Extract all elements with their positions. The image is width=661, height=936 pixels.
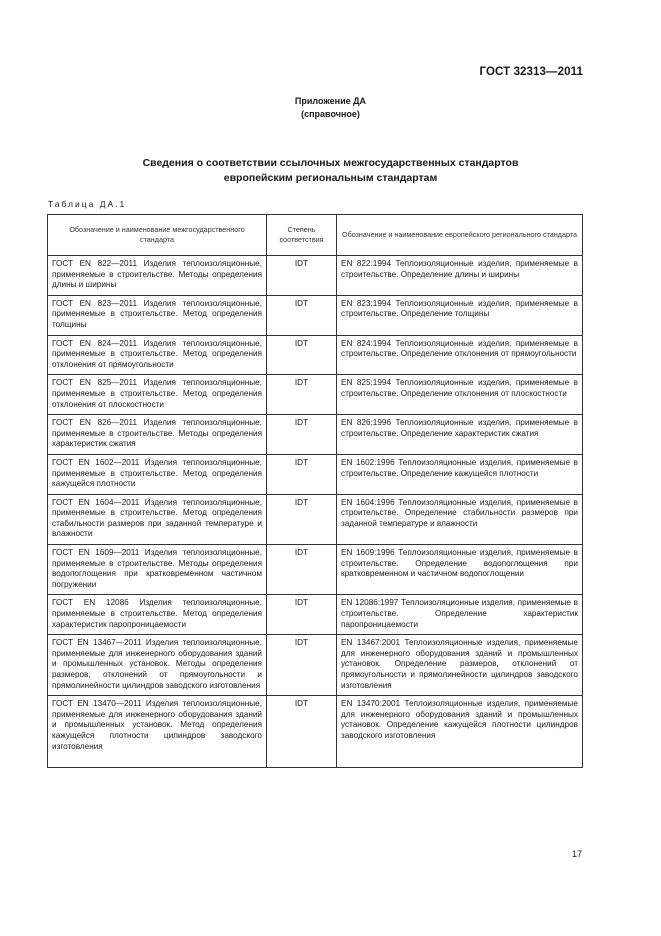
- gost-standard-cell: ГОСТ EN 825—2011 Изделия теплоизоляционные, применяемые в строительстве. Метод определения отклонения от плоскостности: [48, 375, 267, 415]
- en-standard-cell: EN 1609:1996 Теплоизоляционные изделия, применяемые в строительстве. Определение водопоглощения при кратковременном и частичном водопоглощении: [337, 545, 583, 595]
- page-number: 17: [571, 849, 582, 859]
- table-row: [48, 335, 583, 375]
- degree-cell: IDT: [267, 635, 337, 696]
- gost-standard-cell: ГОСТ EN 1602—2011 Изделия теплоизоляционные, применяемые в строительстве. Метод определения кажущейся плотности: [48, 454, 267, 494]
- degree-cell: IDT: [267, 295, 337, 335]
- en-standard-cell: EN 13467:2001 Теплоизоляционные изделия, применяемые для инженерного оборудования зданий и промышленных установок. Определение размеров, отклонений от прямоугольности и прямолинейности цилиндров заводского изготовления: [337, 635, 583, 696]
- table-row: [48, 415, 583, 455]
- correspondence-table: [47, 214, 583, 768]
- table-row: [48, 635, 583, 696]
- en-standard-cell: EN 13470:2001 Теплоизоляционные изделия, применяемые для инженерного оборудования зданий и промышленных установок. Определение кажущейся плотности цилиндров заводского изготовления: [337, 696, 583, 768]
- degree-cell: IDT: [267, 696, 337, 768]
- degree-cell: IDT: [267, 415, 337, 455]
- degree-cell: IDT: [267, 375, 337, 415]
- table-row: [48, 494, 583, 544]
- en-standard-cell: EN 1602:1996 Теплоизоляционные изделия, применяемые в строительстве. Определение кажущейся плотности: [337, 454, 583, 494]
- en-standard-cell: EN 822:1994 Теплоизоляционные изделия, применяемые в строительстве. Определение длины и ширины: [337, 256, 583, 296]
- degree-cell: IDT: [267, 545, 337, 595]
- table-row: [48, 696, 583, 768]
- degree-cell: IDT: [267, 454, 337, 494]
- gost-standard-cell: ГОСТ EN 13470—2011 Изделия теплоизоляционные, применяемые для инженерного оборудования зданий и промышленных установок. Метод определения кажущейся плотности цилиндров заводского изготовления: [48, 696, 267, 768]
- section-title-line-2: европейским региональным стандартам: [223, 172, 438, 184]
- table-caption: Таблица ДА.1: [48, 199, 127, 209]
- column-header-gost: Обозначение и наименование межгосударственного стандарта: [48, 215, 267, 256]
- table-row: [48, 375, 583, 415]
- gost-standard-cell: ГОСТ EN 824—2011 Изделия теплоизоляционные, применяемые в строительстве. Метод определения отклонения от прямоугольности: [48, 335, 267, 375]
- degree-cell: IDT: [267, 335, 337, 375]
- appendix-subtitle: (справочное): [301, 109, 360, 119]
- en-standard-cell: EN 12086:1997 Теплоизоляционные изделия, применяемые в строительстве. Определение характеристик паропроницаемости: [337, 595, 583, 635]
- appendix-heading: [0, 95, 661, 121]
- section-title-line-1: Сведения о соответствии ссылочных межгосударственных стандартов: [142, 157, 519, 169]
- gost-standard-cell: ГОСТ EN 826—2011 Изделия теплоизоляционные, применяемые в строительстве. Методы определения характеристик сжатия: [48, 415, 267, 455]
- en-standard-cell: EN 825:1994 Теплоизоляционные изделия, применяемые в строительстве. Определение отклонения от плоскостности: [337, 375, 583, 415]
- table-row: [48, 545, 583, 595]
- column-header-degree: Степень соответствия: [267, 215, 337, 256]
- degree-cell: IDT: [267, 256, 337, 296]
- gost-standard-cell: ГОСТ EN 13467—2011 Изделия теплоизоляционные, применяемые для инженерного оборудования зданий и промышленных установок. Методы определения размеров, отклонений от прямоугольности и прямолинейности цилиндров заводского изготовления: [48, 635, 267, 696]
- appendix-title: Приложение ДА: [294, 96, 367, 106]
- en-standard-cell: EN 823:1994 Теплоизоляционные изделия, применяемые в строительстве. Определение толщины: [337, 295, 583, 335]
- degree-cell: IDT: [267, 595, 337, 635]
- table-row: [48, 256, 583, 296]
- section-title: [0, 156, 661, 186]
- gost-standard-cell: ГОСТ EN 822—2011 Изделия теплоизоляционные, применяемые в строительстве. Методы определения длины и ширины: [48, 256, 267, 296]
- table-body: [48, 256, 583, 768]
- gost-standard-cell: ГОСТ EN 1604—2011 Изделия теплоизоляционные, применяемые в строительстве. Метод определения стабильности размеров при заданной температуре и влажности: [48, 494, 267, 544]
- degree-cell: IDT: [267, 494, 337, 544]
- table-row: [48, 454, 583, 494]
- table-row: [48, 295, 583, 335]
- gost-standard-cell: ГОСТ EN 823—2011 Изделия теплоизоляционные, применяемые в строительстве. Метод определения толщины: [48, 295, 267, 335]
- gost-standard-cell: ГОСТ EN 1609—2011 Изделия теплоизоляционные, применяемые в строительстве. Методы определения водопоглощения при кратковременном частичном погружении: [48, 545, 267, 595]
- table-row: [48, 595, 583, 635]
- document-code: ГОСТ 32313—2011: [479, 66, 583, 78]
- column-header-en: Обозначение и наименование европейского регионального стандарта: [337, 215, 583, 256]
- en-standard-cell: EN 1604:1996 Теплоизоляционные изделия, применяемые в строительстве. Определение стабильности размеров при заданной температуре и влажности: [337, 494, 583, 544]
- en-standard-cell: EN 824:1994 Теплоизоляционные изделия, применяемые в строительстве. Определение отклонения от прямоугольности: [337, 335, 583, 375]
- gost-standard-cell: ГОСТ EN 12086 Изделия теплоизоляционные, применяемые в строительстве. Метод определения характеристик паропроницаемости: [48, 595, 267, 635]
- en-standard-cell: EN 826:1996 Теплоизоляционные изделия, применяемые в строительстве. Определение характеристик сжатия: [337, 415, 583, 455]
- table-header-row: [48, 215, 583, 256]
